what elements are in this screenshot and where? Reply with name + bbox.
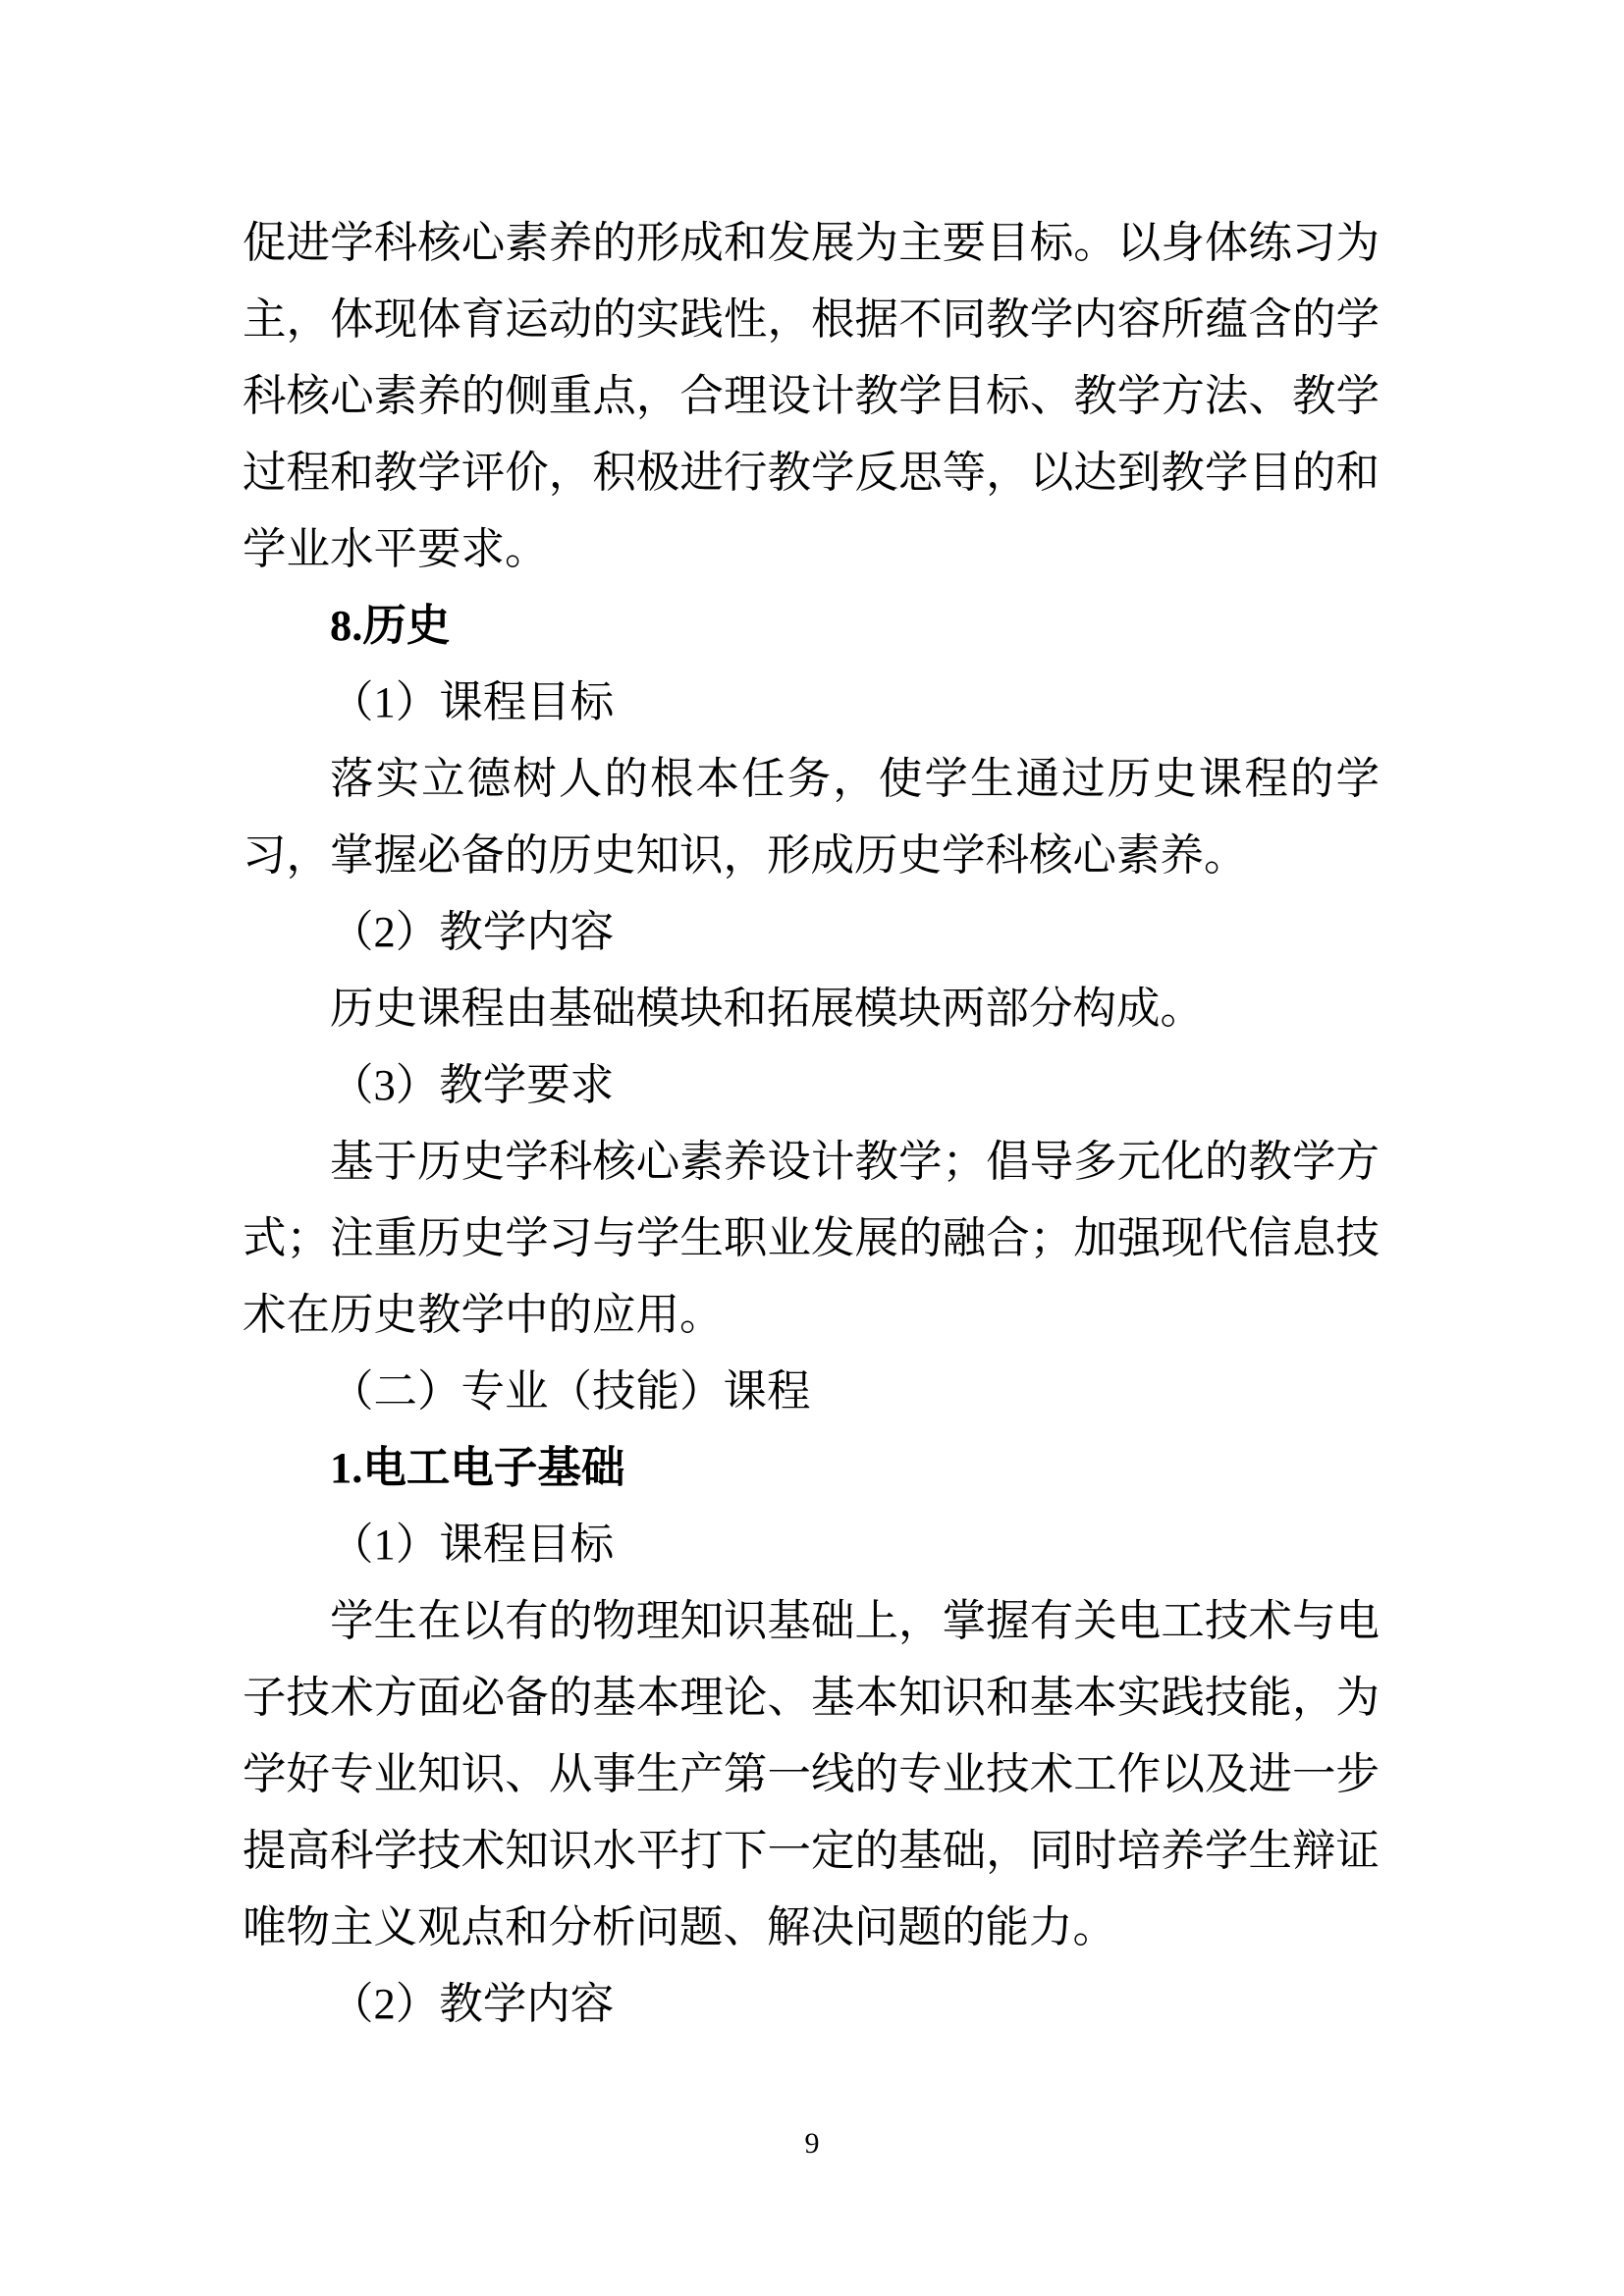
text-line: 子技术方面必备的基本理论、基本知识和基本实践技能，为 [243,1673,1380,1722]
text-line: 过程和教学评价，积极进行教学反思等，以达到教学目的和 [243,448,1380,497]
page-number: 9 [804,2127,820,2160]
heading-line: 8.历史 [330,601,451,650]
text-block [243,204,1380,2042]
subheading-line: （3）教学要求 [330,1060,615,1109]
subheading-line: （二）专业（技能）课程 [330,1366,811,1415]
heading-line: 1.电工电子基础 [330,1443,625,1492]
text-line: 式；注重历史学习与学生职业发展的融合；加强现代信息技 [243,1213,1380,1262]
subheading-line: （2）教学内容 [330,907,615,956]
subheading-line: （2）教学内容 [330,1979,615,2028]
text-line: 促进学科核心素养的形成和发展为主要目标。以身体练习为 [243,218,1380,267]
subheading-line: （1）课程目标 [330,677,615,726]
text-line: 唯物主义观点和分析问题、解决问题的能力。 [243,1902,1117,1951]
text-line: 历史课程由基础模块和拓展模块两部分构成。 [330,984,1205,1033]
text-line: 习，掌握必备的历史知识，形成历史学科核心素养。 [243,830,1248,880]
text-line: 科核心素养的侧重点，合理设计教学目标、教学方法、教学 [243,371,1380,420]
text-line: 学业水平要求。 [243,524,549,573]
text-line: 术在历史教学中的应用。 [243,1290,724,1339]
text-line: 提高科学技术知识水平打下一定的基础，同时培养学生辩证 [243,1826,1380,1875]
text-line: 基于历史学科核心素养设计教学；倡导多元化的教学方 [330,1137,1380,1186]
text-line: 学好专业知识、从事生产第一线的专业技术工作以及进一步 [243,1749,1380,1798]
text-line: 主，体现体育运动的实践性，根据不同教学内容所蕴含的学 [243,294,1380,344]
text-line: 学生在以有的物理知识基础上，掌握有关电工技术与电 [330,1596,1380,1645]
text-line: 落实立德树人的根本任务，使学生通过历史课程的学 [330,754,1380,803]
subheading-line: （1）课程目标 [330,1520,615,1569]
